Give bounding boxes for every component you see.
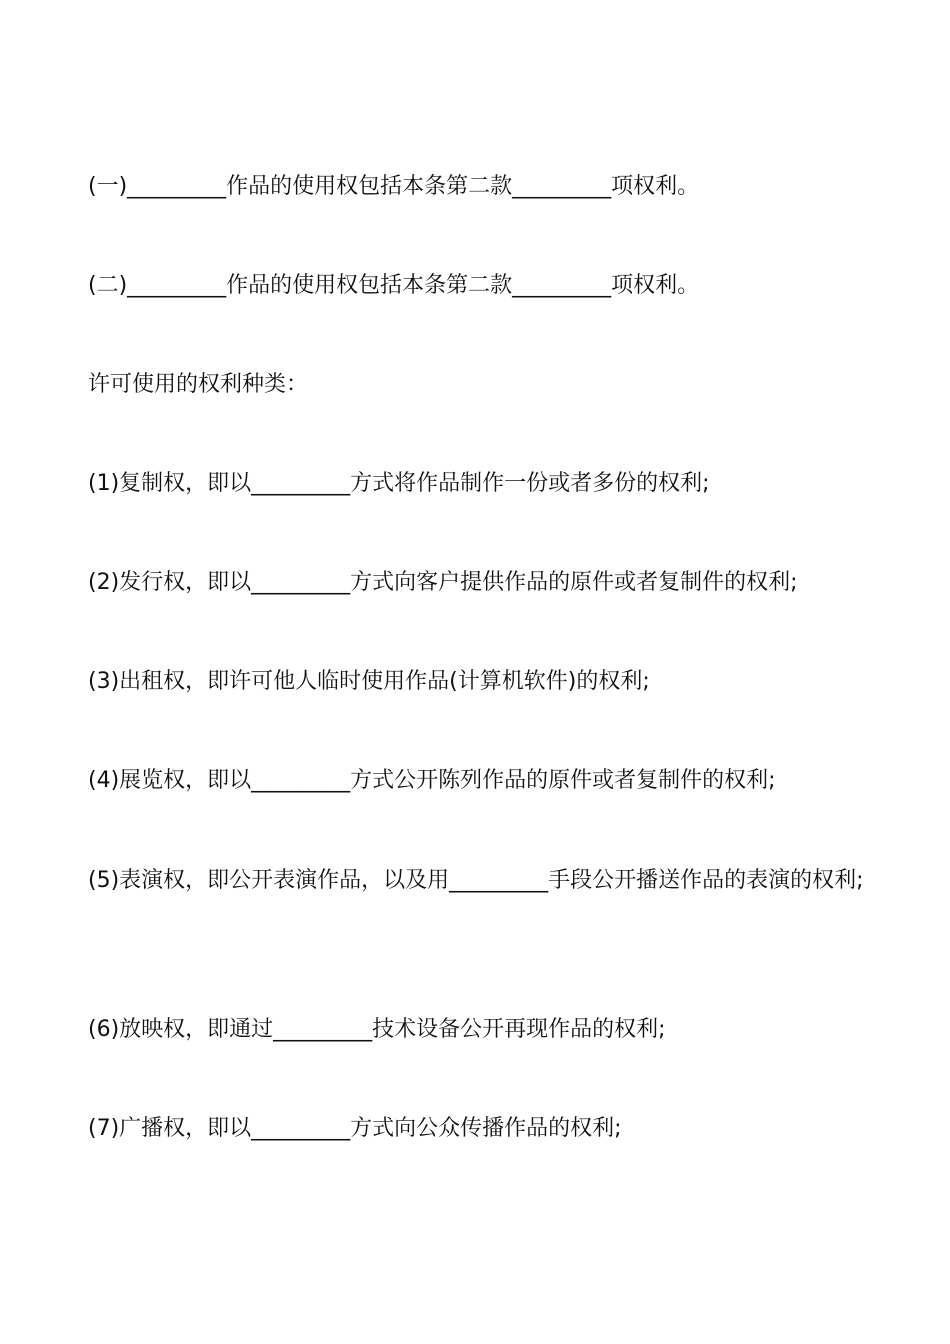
paragraph-usage-scope-2: (二)_________作品的使用权包括本条第二款_________项权利。	[88, 273, 700, 298]
paragraph-rights-types-heading: 许可使用的权利种类：	[88, 372, 309, 397]
paragraph-rental-right: (3)出租权，即许可他人临时使用作品(计算机软件)的权利;	[88, 669, 650, 694]
paragraph-screening-right: (6)放映权，即通过_________技术设备公开再现作品的权利;	[88, 1017, 666, 1042]
paragraph-broadcasting-right: (7)广播权，即以_________方式向公众传播作品的权利;	[88, 1116, 622, 1141]
paragraph-distribution-right: (2)发行权，即以_________方式向客户提供作品的原件或者复制件的权利;	[88, 570, 798, 595]
paragraph-usage-scope-1: (一)_________作品的使用权包括本条第二款_________项权利。	[88, 174, 700, 199]
paragraph-performance-right: (5)表演权，即公开表演作品，以及用_________手段公开播送作品的表演的权利;	[88, 868, 864, 893]
paragraph-exhibition-right: (4)展览权，即以_________方式公开陈列作品的原件或者复制件的权利;	[88, 768, 776, 793]
paragraph-reproduction-right: (1)复制权，即以_________方式将作品制作一份或者多份的权利;	[88, 471, 710, 496]
